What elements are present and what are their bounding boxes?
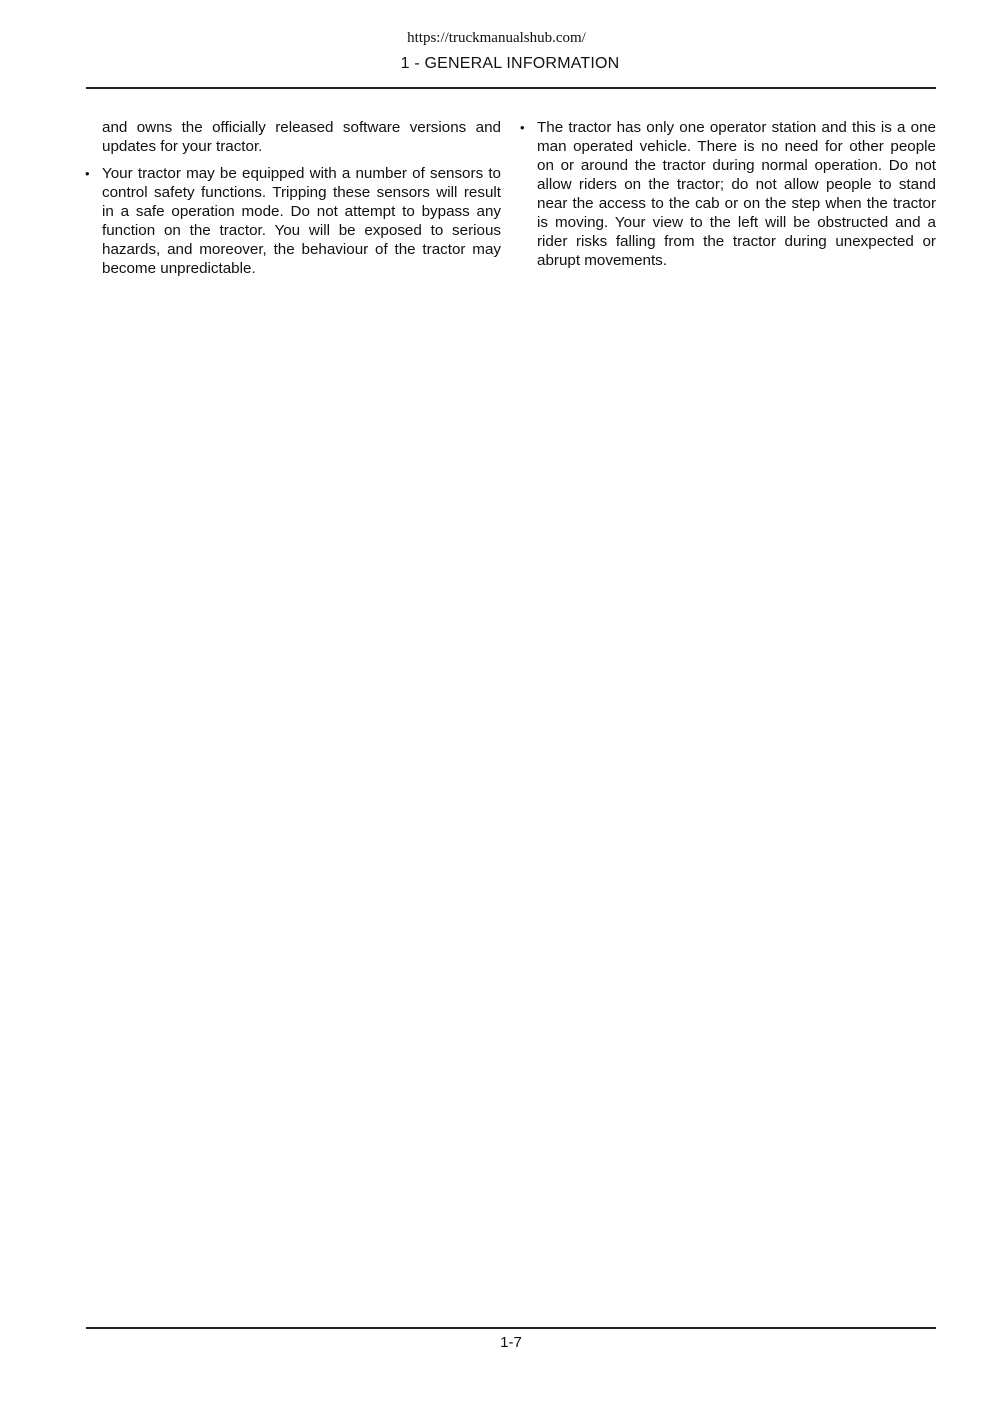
header-divider [86, 87, 936, 89]
continuation-paragraph: and owns the officially released software versions and updates for your tractor. [102, 119, 501, 155]
page-number: 1-7 [500, 1334, 522, 1351]
left-column [85, 118, 501, 278]
bullet-icon: • [520, 120, 525, 135]
right-column [520, 118, 936, 270]
section-title: 1 - GENERAL INFORMATION [400, 55, 620, 72]
list-item-text: The tractor has only one operator station and this is a one man operated vehicle. There is no need for other people on or around the tractor during normal operation. Do not allow riders on the tractor; do not allow people to stand near the access to the cab or on the step when the tractor is moving. Your view to the left will be obstructed and a rider risks falling from the tractor during unexpected or abrupt movements. [537, 119, 936, 269]
bullet-icon: • [85, 166, 90, 181]
list-item-text: Your tractor may be equipped with a number of sensors to control safety functions. Tripping these sensors will result in a safe operation mode. Do not attempt to bypass any function on the tractor. You will be exposed to serious hazards, and moreover, the behaviour of the tractor may become unpredictable. [102, 165, 501, 277]
source-url: https://truckmanualshub.com/ [407, 30, 586, 46]
list-item [520, 118, 936, 270]
footer-divider [86, 1327, 936, 1329]
list-item [85, 164, 501, 278]
